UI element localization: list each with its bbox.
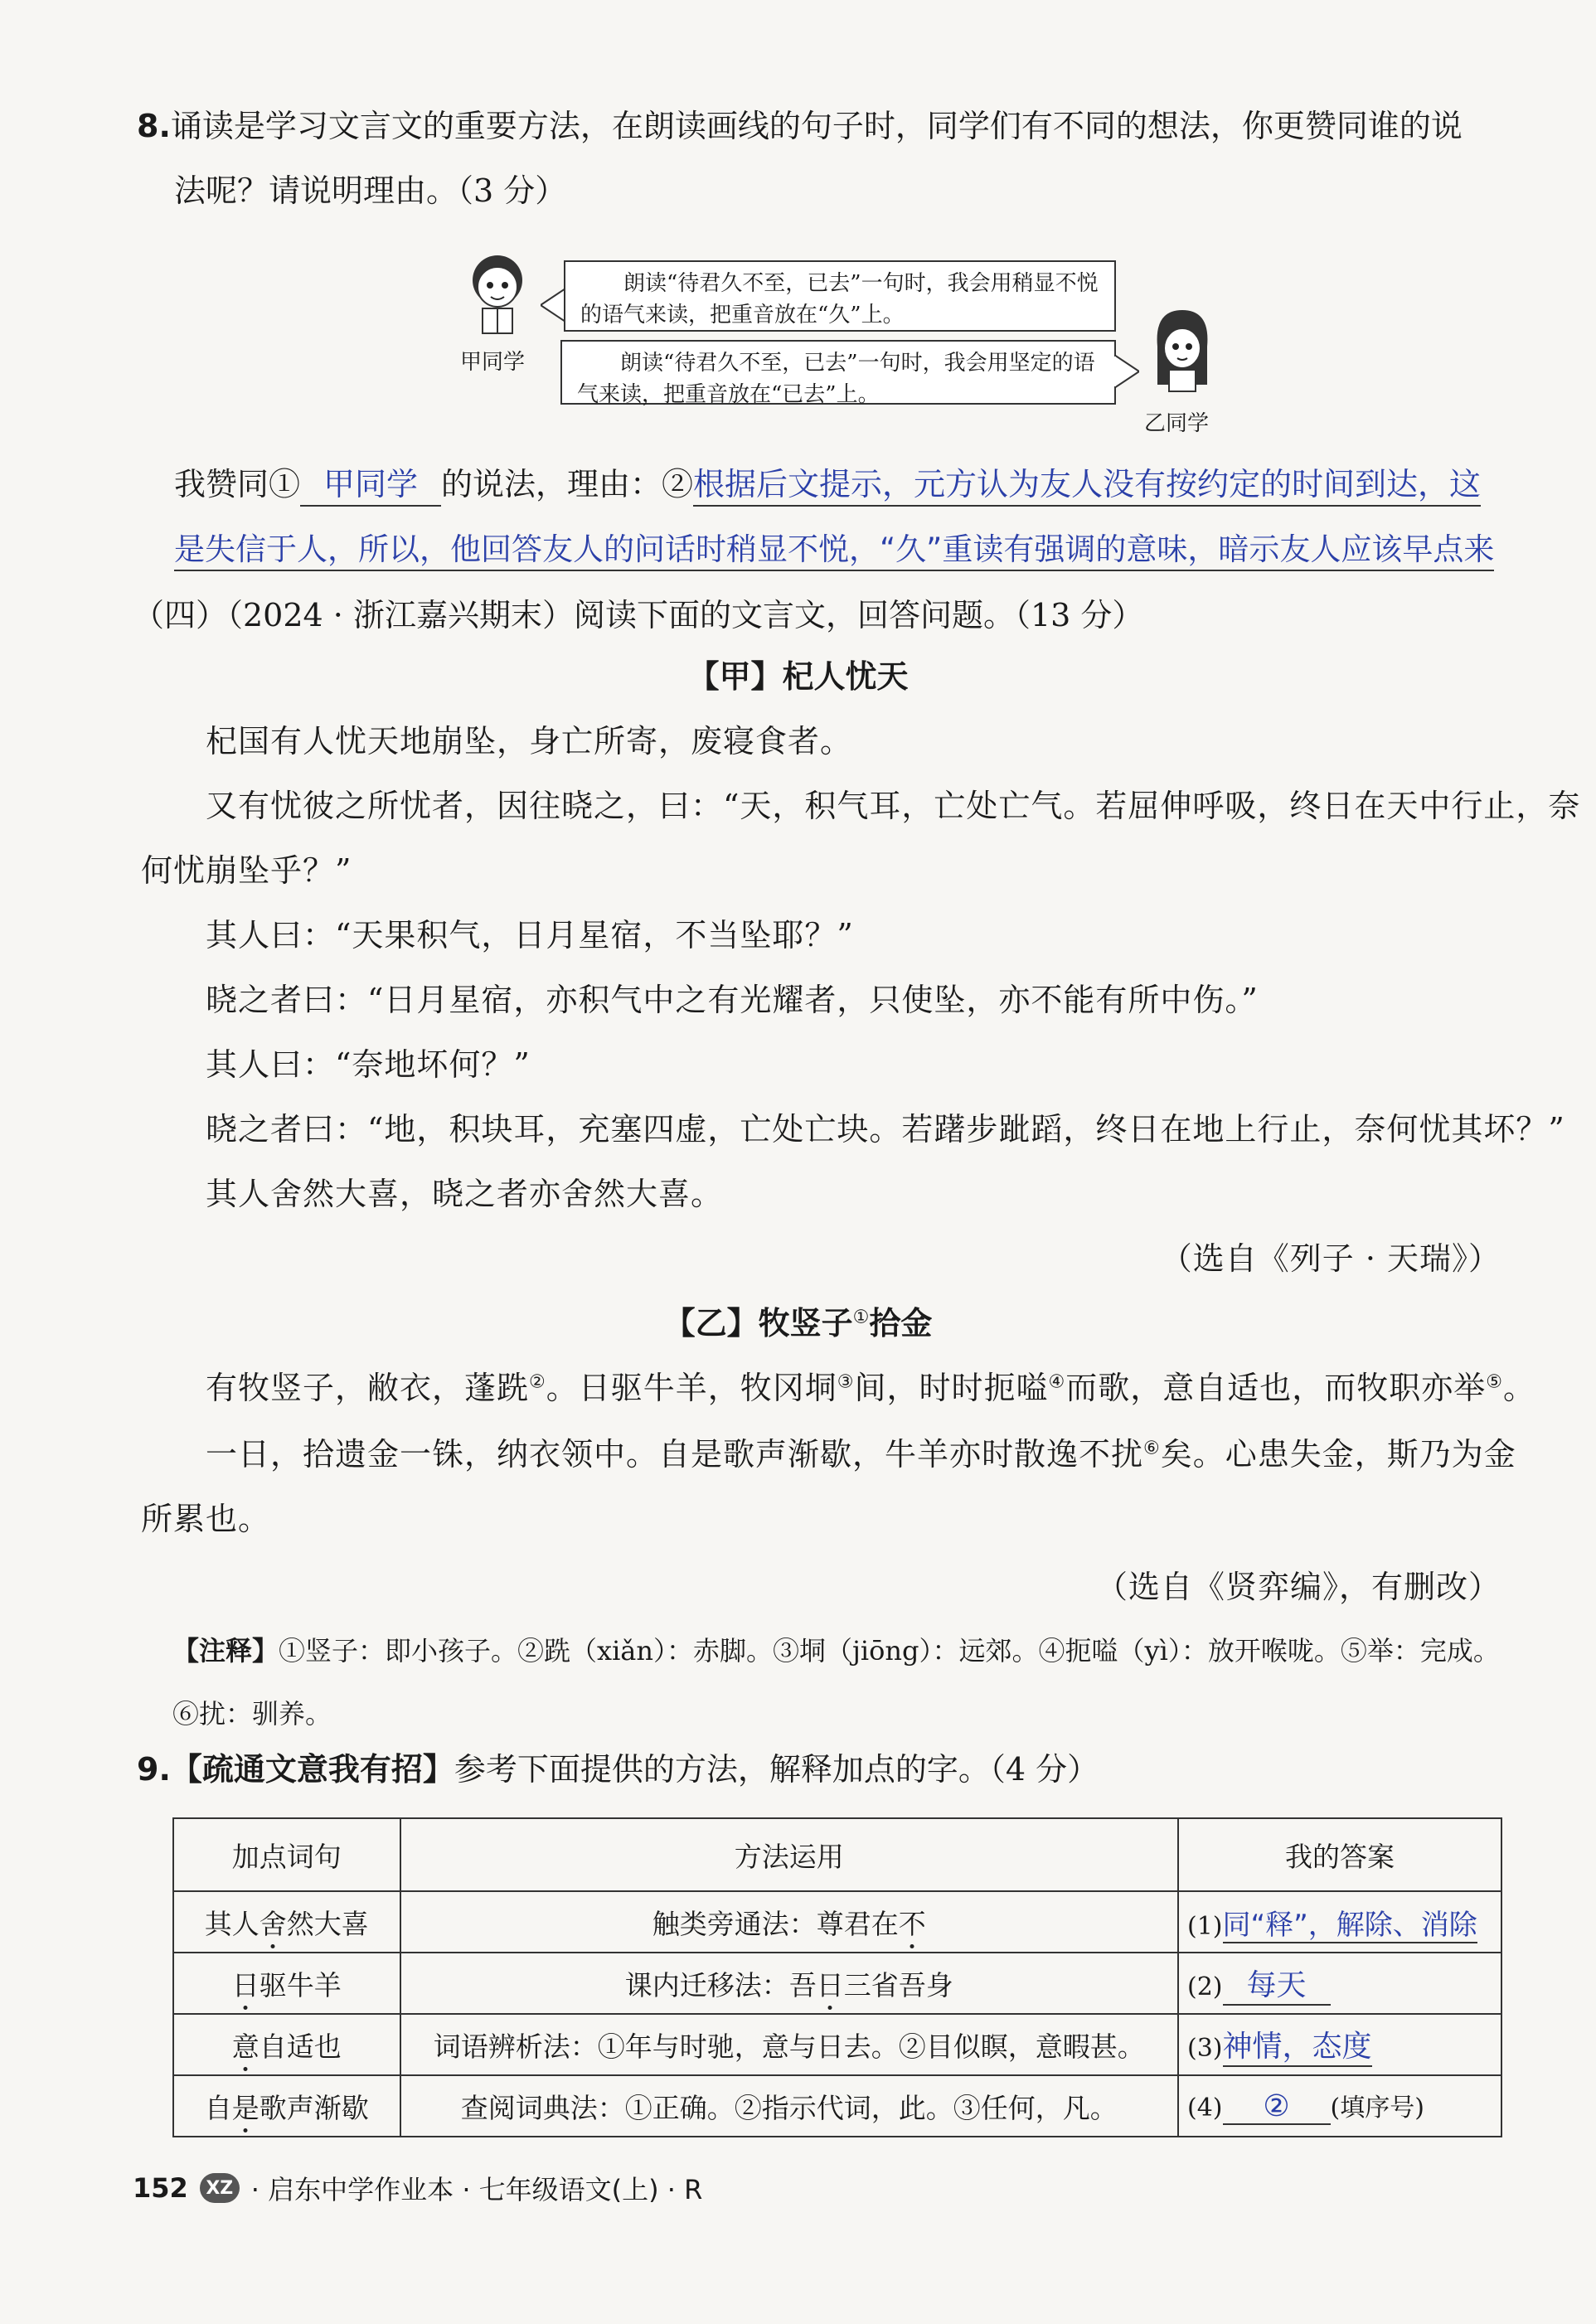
phrase-dotted-char: 是 bbox=[231, 2091, 260, 2124]
q8-number: 8. bbox=[137, 108, 171, 144]
method-cell bbox=[400, 2075, 1178, 2137]
method-post: 三省吾身 bbox=[843, 1968, 953, 2001]
text-b-p2 bbox=[206, 1434, 1516, 1475]
q8-text-1: 诵读是学习文言文的重要方法，在朗读画线的句子时，同学们有不同的想法，你更赞同谁的说 bbox=[170, 108, 1463, 144]
text-a-p2a: 又有忧彼之所忧者，因往晓之，曰：“天，积气耳，亡处亡气。若屈伸呼吸，终日在天中行止，奈 bbox=[206, 788, 1581, 824]
phrase-pre: 自 bbox=[204, 2091, 232, 2124]
q8-answer-mid: 的说法，理由：② bbox=[441, 466, 694, 502]
bubble-a: 朗读“待君久不至，已去”一句时，我会用稍显不悦的语气来读，把重音放在“久”上。 bbox=[564, 260, 1116, 332]
table-row bbox=[173, 2075, 1501, 2137]
text-a-p4: 晓之者曰：“日月星宿，亦积气中之有光耀者，只使坠，亦不能有所中伤。” bbox=[206, 982, 1259, 1018]
phrase-cell bbox=[173, 2014, 400, 2075]
answer-number: (3) bbox=[1187, 2033, 1223, 2063]
answer-cell bbox=[1178, 1953, 1501, 2014]
phrase-post: 然大喜 bbox=[286, 1907, 369, 1940]
notes-text-1: ①竖子：即小孩子。②跣（xiǎn）：赤脚。③垌（jiōng）：远郊。④扼嗌（yì）：放开喉咙。⑤举：完成。 bbox=[279, 1635, 1500, 1667]
phrase-cell bbox=[173, 1891, 400, 1953]
text-a-p2b: 何忧崩坠乎？” bbox=[141, 852, 352, 889]
method-dotted-char: 日 bbox=[816, 1968, 844, 2001]
answer-cell bbox=[1178, 2075, 1501, 2137]
phrase-cell bbox=[173, 1953, 400, 2014]
bubble-a-pointer bbox=[541, 289, 565, 322]
text-b-note-2: ② bbox=[529, 1371, 546, 1393]
table-row bbox=[173, 2014, 1501, 2075]
method-cell bbox=[400, 1953, 1178, 2014]
footer-text: · 启东中学作业本 · 七年级语文(上) · R bbox=[250, 2174, 703, 2205]
answer-cell bbox=[1178, 2014, 1501, 2075]
text-b-title-main: 【乙】牧竖子 bbox=[663, 1305, 853, 1342]
table-row bbox=[173, 1953, 1501, 2014]
header-answer: 我的答案 bbox=[1178, 1818, 1501, 1891]
phrase-dotted-char: 舍 bbox=[259, 1907, 287, 1940]
phrase-pre: 其人 bbox=[204, 1907, 260, 1940]
text-b-p2-a: 一日，拾遗金一铢，纳衣领中。自是歌声渐歇，牛羊亦时散逸不扰 bbox=[206, 1436, 1144, 1473]
q8-answer-line2 bbox=[174, 529, 1494, 571]
answer-number: (2) bbox=[1187, 1972, 1223, 2001]
method-pre: 触类旁通法：尊君在 bbox=[652, 1907, 899, 1940]
phrase-cell bbox=[173, 2075, 400, 2137]
q9-text: 参考下面提供的方法，解释加点的字。（4 分） bbox=[454, 1751, 1099, 1788]
text-a-title: 【甲】杞人忧天 bbox=[687, 658, 909, 695]
q8-answer-reason-2: 是失信于人，所以，他回答友人的问话时稍显不悦，“久”重读有强调的意味，暗示友人应该早点来 bbox=[174, 530, 1494, 571]
text-b-title-note: ① bbox=[852, 1307, 870, 1328]
text-b-note-5: ⑤ bbox=[1486, 1371, 1503, 1393]
text-b-source: （选自《贤弈编》，有删改） bbox=[1095, 1569, 1501, 1605]
text-a-p1: 杞国有人忧天地崩坠，身亡所寄，废寝食者。 bbox=[206, 723, 853, 759]
text-b-p2-b: 矣。心患失金，斯乃为金 bbox=[1160, 1436, 1516, 1473]
text-b-p1-b: 。日驱牛羊，牧冈垌 bbox=[546, 1370, 837, 1406]
text-a-p3: 其人曰：“天果积气，日月星宿，不当坠耶？” bbox=[206, 917, 854, 953]
bubble-b-pointer bbox=[1114, 355, 1139, 388]
text-b-note-4: ④ bbox=[1048, 1371, 1066, 1393]
text-b-p1-a: 有牧竖子，敝衣，蓬跣 bbox=[206, 1370, 530, 1406]
q9-table bbox=[172, 1817, 1502, 2137]
text-b-title-end: 拾金 bbox=[869, 1305, 933, 1342]
student-a-illustration bbox=[458, 249, 537, 340]
method-text: 查阅词典法：①正确。②指示代词，此。③任何，凡。 bbox=[460, 2091, 1118, 2124]
method-dotted-char: 不 bbox=[898, 1907, 926, 1940]
text-b-p1-e: 。 bbox=[1503, 1370, 1536, 1406]
text-b-p1-d: 而歌，意自适也，而牧职亦举 bbox=[1065, 1370, 1487, 1406]
text-b-note-6: ⑥ bbox=[1143, 1438, 1161, 1459]
table-row bbox=[173, 1891, 1501, 1953]
text-a-p7: 其人舍然大喜，晓之者亦舍然大喜。 bbox=[206, 1176, 724, 1212]
bubble-b: 朗读“待君久不至，已去”一句时，我会用坚定的语气来读，把重音放在“已去”上。 bbox=[560, 340, 1116, 405]
q9-number: 9. bbox=[137, 1751, 171, 1788]
q9-prompt bbox=[137, 1749, 1099, 1790]
header-method: 方法运用 bbox=[400, 1818, 1178, 1891]
q8-answer-choice: 甲同学 bbox=[300, 464, 441, 507]
phrase-post: 自适也 bbox=[259, 2030, 342, 2063]
answer-suffix: (填序号) bbox=[1330, 2094, 1424, 2123]
notes-line2: ⑥扰：驯养。 bbox=[172, 1698, 332, 1730]
text-b-p1 bbox=[206, 1368, 1535, 1409]
phrase-dotted-char: 日 bbox=[231, 1968, 260, 2001]
text-a-p5: 其人曰：“奈地坏何？” bbox=[206, 1046, 531, 1083]
q8-answer-prefix: 我赞同① bbox=[174, 466, 301, 502]
page-footer bbox=[133, 2169, 702, 2207]
method-cell bbox=[400, 1891, 1178, 1953]
text-a-source: （选自《列子 · 天瑞》） bbox=[1160, 1240, 1501, 1277]
answer-text: ② bbox=[1223, 2089, 1331, 2125]
student-b-label: 乙同学 bbox=[1144, 411, 1210, 436]
method-cell bbox=[400, 2014, 1178, 2075]
method-pre: 课内迁移法：吾 bbox=[624, 1968, 817, 2001]
q8-answer-reason-1: 根据后文提示，元方认为友人没有按约定的时间到达，这 bbox=[693, 464, 1481, 507]
answer-number: (4) bbox=[1187, 2094, 1223, 2123]
q9-label: 【疏通文意我有招】 bbox=[170, 1751, 454, 1788]
page-number: 152 bbox=[133, 2172, 188, 2204]
q8-line2: 法呢？请说明理由。（3 分） bbox=[174, 172, 567, 209]
text-b-title bbox=[0, 1303, 1596, 1344]
student-a-label: 甲同学 bbox=[460, 350, 526, 375]
publisher-badge: XZ bbox=[200, 2173, 240, 2203]
method-text: 词语辨析法：①年与时驰，意与日去。②目似瞑，意暇甚。 bbox=[433, 2030, 1145, 2063]
header-phrase: 加点词句 bbox=[173, 1818, 400, 1891]
answer-number: (1) bbox=[1187, 1911, 1223, 1941]
answer-text: 每天 bbox=[1223, 1962, 1331, 2006]
answer-text: 神情，态度 bbox=[1223, 2023, 1372, 2067]
q8-answer-line1 bbox=[174, 464, 1481, 507]
phrase-post: 歌声渐歇 bbox=[259, 2091, 369, 2124]
text-b-p2c: 所累也。 bbox=[141, 1501, 271, 1537]
answer-text: 同“释”，解除、消除 bbox=[1222, 1908, 1477, 1942]
notes-line1 bbox=[172, 1630, 1500, 1668]
notes-label: 【注释】 bbox=[172, 1635, 279, 1667]
student-b-illustration bbox=[1142, 305, 1222, 396]
phrase-dotted-char: 意 bbox=[231, 2030, 260, 2063]
text-b-note-3: ③ bbox=[837, 1371, 855, 1393]
answer-cell bbox=[1178, 1891, 1501, 1953]
text-a-p6: 晓之者曰：“地，积块耳，充塞四虚，亡处亡块。若躇步跐蹈，终日在地上行止，奈何忧其坏？” bbox=[206, 1111, 1565, 1147]
phrase-post: 驱牛羊 bbox=[259, 1968, 342, 2001]
section4-heading: （四）（2024 · 浙江嘉兴期末）阅读下面的文言文，回答问题。（13 分） bbox=[133, 597, 1144, 633]
q9-table-header bbox=[173, 1818, 1501, 1891]
text-b-p1-c: 间，时时扼嗌 bbox=[854, 1370, 1049, 1406]
q8-line1 bbox=[137, 106, 1463, 147]
